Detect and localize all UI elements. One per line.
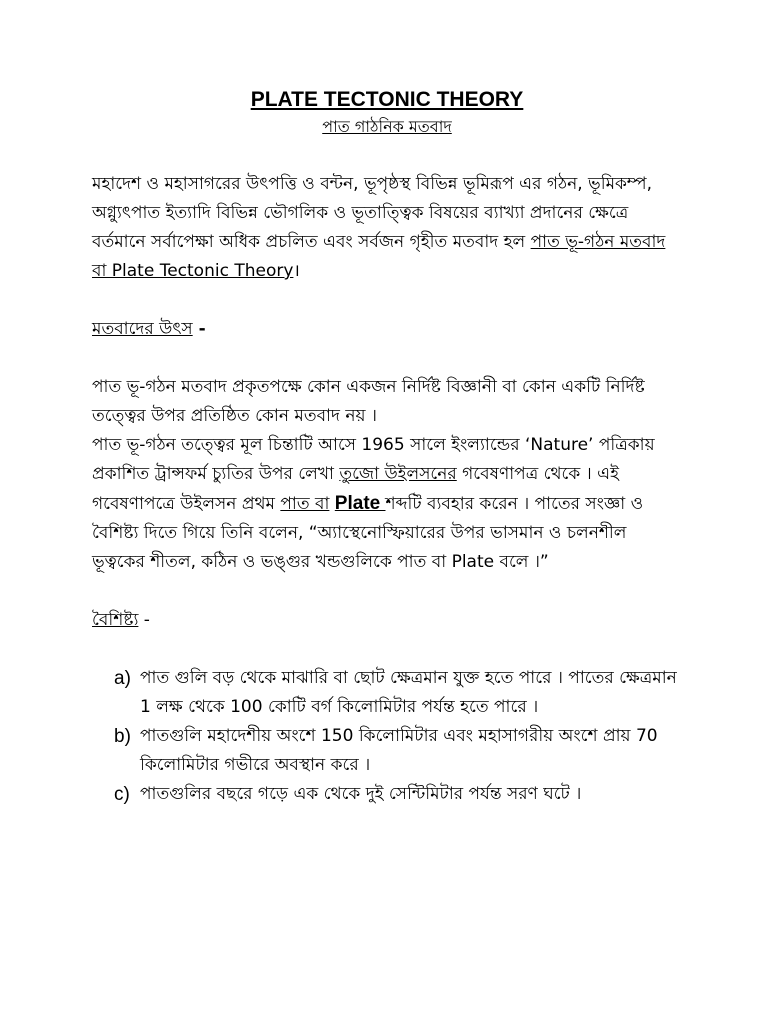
intro-theory-name: পাত ভূ-গঠন মতবাদ বা Plate Tectonic Theory [92,232,666,281]
list-item-marker: a) [114,668,131,689]
origin-p2-c: শব্দটি ব্যবহার করেন । পাতের সংজ্ঞা ও বৈশিষ্ট্য দিতে গিয়ে তিনি বলেন, “অ্যাস্থেনোস্ফিয়ারের উপর ভাসমান ও চলনশীল ভূত্বকের শীতল, কঠিন ও ভঙ্গুর খন্ডগুলিকে পাত বা Plate বলে ।” [92,494,644,572]
origin-p2-name: তুজো উইলসনের [339,464,457,484]
origin-heading-text: মতবাদের উৎস [92,319,193,339]
document-page [92,86,682,809]
list-item-marker: c) [114,784,130,805]
origin-p2-term-en: Plate [334,493,386,514]
list-item [114,780,682,809]
features-heading-text: বৈশিষ্ট্য [92,610,139,630]
list-item-text: পাত গুলি বড় থেকে মাঝারি বা ছোট ক্ষেত্রমান যুক্ত হতে পারে । পাতের ক্ষেত্রমান 1 লক্ষ থেকে 100 কোটি বর্গ কিলোমিটার পর্যন্ত হতে পারে । [140,668,677,717]
list-item [114,664,682,722]
document-subtitle: পাত গাঠনিক মতবাদ [322,117,452,136]
intro-paragraph [92,170,682,286]
origin-p2-a: পাত ভূ-গঠন তত্ত্বের মূল চিন্তাটি আসে 1965 সালে ইংল্যান্ডের ‘Nature’ পত্রিকায় প্রকাশিত ট্রান্সফর্ম চ্যুতির উপর লেখা [92,435,655,484]
origin-heading [92,315,682,344]
origin-heading-suffix: - [192,319,206,339]
origin-p2-term-bn: পাত বা [280,494,330,514]
features-list [92,664,682,809]
list-item-marker: b) [114,726,131,747]
origin-paragraph-2 [92,431,682,577]
list-item [114,722,682,780]
document-title: PLATE TECTONIC THEORY [250,88,524,111]
origin-paragraph-1: পাত ভূ-গঠন মতবাদ প্রকৃতপক্ষে কোন একজন নির্দিষ্ট বিজ্ঞানী বা কোন একটি নির্দিষ্ট তত্ত্বের উপর প্রতিষ্ঠিত কোন মতবাদ নয় । [92,377,645,426]
list-item-text: পাতগুলির বছরে গড়ে এক থেকে দুই সেন্টিমিটার পর্যন্ত সরণ ঘটে । [140,784,582,804]
origin-p2-b: গবেষণাপত্র থেকে । এই গবেষণাপত্রে উইলসন প্রথম [92,464,619,514]
intro-end: । [293,261,300,281]
intro-text: মহাদেশ ও মহাসাগরের উৎপত্তি ও বন্টন, ভূপৃষ্ঠস্থ বিভিন্ন ভূমিরূপ এর গঠন, ভূমিকম্প, অগ্ন্যুৎপাত ইত্যাদি বিভিন্ন ভৌগলিক ও ভূতাত্ত্বিক বিষয়ের ব্যাখ্যা প্রদানের ক্ষেত্রে বর্তমানে সর্বাপেক্ষা অধিক প্রচলিত এবং সর্বজন গৃহীত মতবাদ হল [92,174,653,252]
list-item-text: পাতগুলি মহাদেশীয় অংশে 150 কিলোমিটার এবং মহাসাগরীয় অংশে প্রায় 70 কিলোমিটার গভীরে অবস্থান করে । [140,726,658,775]
features-heading-suffix: - [138,610,150,630]
features-heading [92,606,682,635]
